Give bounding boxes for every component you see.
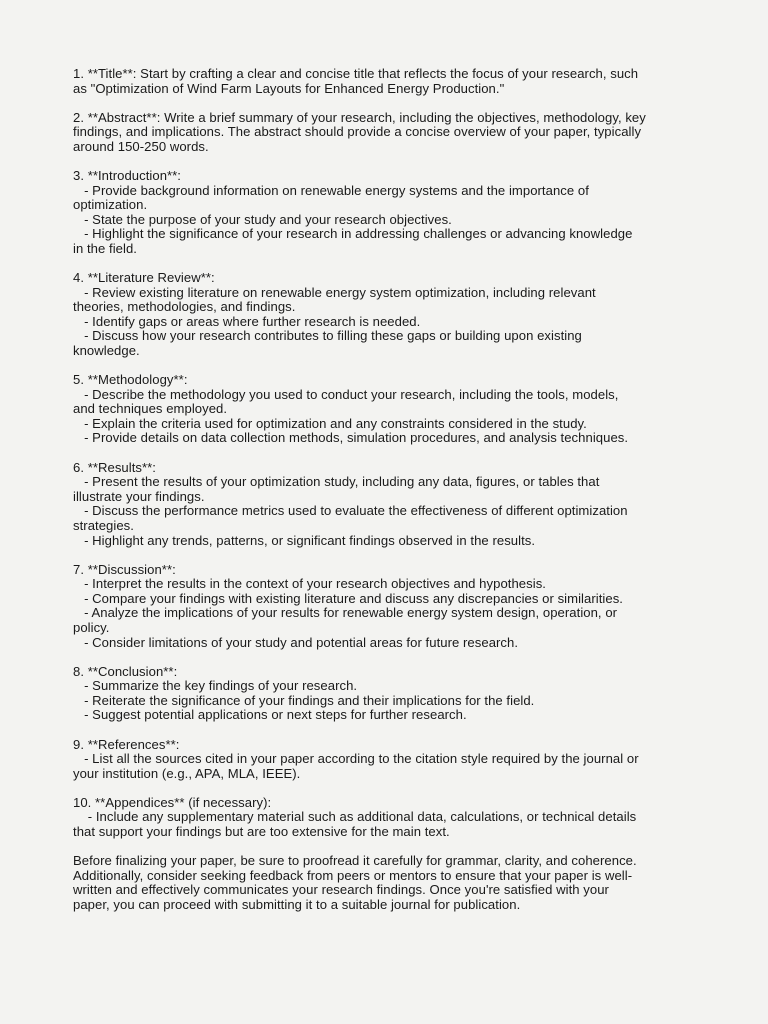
section-text-line: illustrate your findings.: [73, 488, 205, 504]
section-heading-line: 10. **Appendices** (if necessary):: [73, 794, 272, 810]
section-text-line: findings, and implications. The abstract should provide a concise overview of your paper, typically: [73, 124, 642, 140]
section-heading-line: 2. **Abstract**: Write a brief summary of your research, including the objectives, methodology, key: [73, 109, 646, 125]
closing-text-line: written and effectively communicates your research findings. Once you're satisfied with your: [73, 882, 609, 898]
section-text-line: - Describe the methodology you used to conduct your research, including the tools, models,: [73, 386, 619, 402]
section-text-line: - Discuss the performance metrics used to evaluate the effectiveness of different optimization: [73, 503, 628, 519]
section-text-line: - Compare your findings with existing literature and discuss any discrepancies or similarities.: [73, 590, 623, 606]
section-text-line: knowledge.: [73, 343, 140, 358]
section-text-line: - Suggest potential applications or next steps for further research.: [73, 707, 467, 723]
section-text-line: - Provide details on data collection methods, simulation procedures, and analysis techniques.: [73, 430, 629, 446]
section-text-line: policy.: [73, 620, 110, 635]
section-text-line: - Review existing literature on renewable energy system optimization, including relevant: [73, 284, 596, 300]
section-text-line: - Highlight any trends, patterns, or significant findings observed in the results.: [73, 532, 536, 548]
section-block: [73, 271, 698, 359]
closing-text-line: paper, you can proceed with submitting it to a suitable journal for publication.: [73, 896, 521, 912]
section-block: [73, 169, 698, 257]
section-text-line: that support your findings but are too extensive for the main text.: [73, 824, 450, 840]
section-heading-line: 5. **Methodology**:: [73, 372, 188, 388]
closing-paragraph: [73, 854, 698, 912]
section-text-line: your institution (e.g., APA, MLA, IEEE).: [73, 765, 301, 781]
section-text-line: - Explain the criteria used for optimization and any constraints considered in the study.: [73, 415, 587, 431]
section-text-line: - Interpret the results in the context of your research objectives and hypothesis.: [73, 576, 546, 592]
section-text-line: around 150-250 words.: [73, 138, 209, 154]
section-block: [73, 111, 698, 155]
section-text-line: - Provide background information on renewable energy systems and the importance of: [73, 182, 589, 198]
section-heading-line: 8. **Conclusion**:: [73, 663, 178, 679]
section-text-line: optimization.: [73, 197, 148, 213]
section-text-line: - Consider limitations of your study and potential areas for future research.: [73, 634, 519, 650]
section-text-line: as "Optimization of Wind Farm Layouts for Enhanced Energy Production.": [73, 80, 505, 96]
section-block: [73, 373, 698, 446]
section-text-line: - Analyze the implications of your results for renewable energy system design, operation, or: [73, 605, 618, 621]
section-heading-line: 9. **References**:: [73, 736, 180, 752]
section-heading-line: 3. **Introduction**:: [73, 167, 182, 183]
section-text-line: - Present the results of your optimization study, including any data, figures, or tables that: [73, 474, 600, 490]
closing-text-line: Before finalizing your paper, be sure to proofread it carefully for grammar, clarity, and coherence.: [73, 853, 637, 869]
section-block: [73, 796, 698, 840]
section-block: [73, 665, 698, 723]
section-text-line: - Include any supplementary material such as additional data, calculations, or technical details: [73, 809, 637, 825]
section-text-line: - Discuss how your research contributes to filling these gaps or building upon existing: [73, 328, 582, 344]
section-text-line: - List all the sources cited in your paper according to the citation style required by the journal or: [73, 751, 639, 767]
section-heading-line: 6. **Results**:: [73, 459, 156, 475]
section-block: [73, 738, 698, 782]
closing-text-line: Additionally, consider seeking feedback from peers or mentors to ensure that your paper is well-: [73, 867, 633, 883]
section-heading-line: 7. **Discussion**:: [73, 561, 176, 577]
section-block: [73, 67, 698, 96]
section-block: [73, 461, 698, 549]
section-block: [73, 563, 698, 651]
section-text-line: - Summarize the key findings of your research.: [73, 678, 358, 694]
section-heading-line: 4. **Literature Review**:: [73, 270, 215, 286]
section-text-line: and techniques employed.: [73, 401, 228, 417]
section-text-line: in the field.: [73, 240, 137, 256]
section-text-line: - Reiterate the significance of your findings and their implications for the field.: [73, 692, 535, 708]
sections-list: [73, 67, 698, 840]
section-heading-line: 1. **Title**: Start by crafting a clear and concise title that reflects the focus of your research, such: [73, 66, 639, 81]
section-text-line: - State the purpose of your study and your research objectives.: [73, 211, 452, 227]
section-text-line: - Identify gaps or areas where further research is needed.: [73, 313, 421, 329]
section-text-line: - Highlight the significance of your research in addressing challenges or advancing knowledge: [73, 226, 633, 242]
section-text-line: strategies.: [73, 517, 134, 533]
section-text-line: theories, methodologies, and findings.: [73, 299, 296, 315]
